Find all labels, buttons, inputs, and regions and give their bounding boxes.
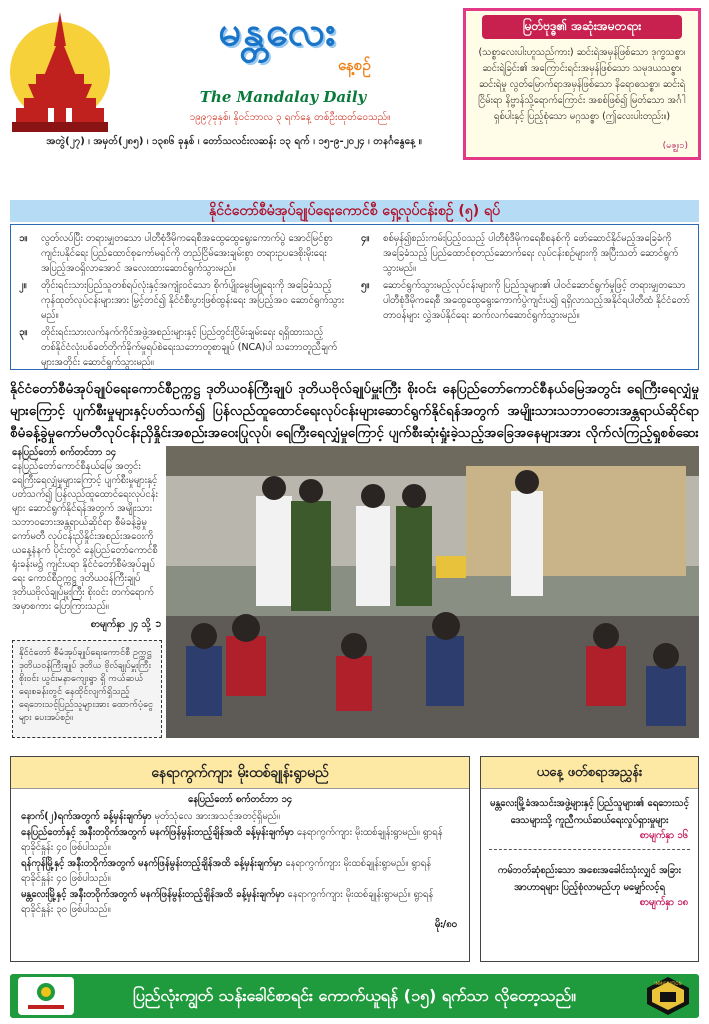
slogan-body: (သစ္စာလေးပါးဟူသည်ကား) ဆင်းရဲအမှန်ဖြစ်သော ဒုက္ခသစ္စာ၊ ဆင်းရဲခြင်း၏ အကြောင်းရင်းအမှန်ဖြစ်သော သမုဒယသစ္စာ၊ ဆင်းရဲမှု လွတ်မြောက်ရာအမှန်ဖြစ်သော နိရောဓသစ္စာ၊ ဆင်းရဲငြိမ်းရာ နိဗ္ဗာန်သို့ရောက်ကြောင်း အစစ်ဖြစ်၍ မြတ်သော အင်္ဂါရှစ်ပါးနှင့် ပြည့်စုံသော မဂ္ဂသစ္စာ (ဤလေးပါးတည်း။) xyxy=(478,47,686,122)
newspaper-title: မန္တလေး xyxy=(218,8,338,55)
weather-footer: မိုး/၈၀ xyxy=(434,918,457,930)
news-photo xyxy=(166,446,699,738)
founding-line: ၁၉၉၇ခုနှစ်၊ နိုဝင်ဘာလ ၃ ရက်နေ့ တစ်ဦးထုတ်ဝေသည်။ xyxy=(189,112,391,123)
census-banner xyxy=(10,974,699,1018)
slogan-box xyxy=(463,8,701,160)
english-title: The Mandalay Daily xyxy=(199,88,367,106)
contents-title: ယနေ့ ဖတ်စရာအညွှန်း xyxy=(481,757,698,789)
objective-item: ၂။ တိုင်းရင်းသားပြည်သူတစ်ရပ်လုံးနှင့်အကျုံးဝင်သော စိုက်ပျိုးမွေးမြူရေးကို အခြေခံသည့် ကုန်ထုတ်လုပ်ငန်းများအား မြှင့်တင်၍ နိုင်ငံစီးပွားဖြစ်ထွန်းရေး အပြည့်အဝ ဆောင်ရွက်သွားမည်။ xyxy=(19,280,345,321)
objective-item: ၁။ လွတ်လပ်ပြီး တရားမျှတသော ပါတီစုံဒီမိုကရေစီအထွေထွေရွေးကောက်ပွဲ အောင်မြင်စွာ ကျင်းပနိုင်ရေး ပြည်ထောင်စုကော်မရှင်ကို တည်ငြိမ်အေးချမ်းစွာ တရားဥပဒေစိုးမိုးရေး အပြည့်အဝရှိလာအောင် အလေးထားဆောင်ရွက်သွားမည်။ xyxy=(19,233,333,274)
contents-item[interactable]: မန္တလေးမြို့ခံအသင်းအဖွဲ့များနှင့် ပြည်သူများ၏ ရေဘေးသင့်ဒေသများသို့ ကူညီကယ်ဆယ်ရေးလှုပ်ရှားမှုများ xyxy=(490,798,689,826)
weather-box xyxy=(10,756,470,962)
contents-item[interactable]: ကမ်ဘတ်ဆုံစည်းသော အစေးအခေါင်းသုံးလျှင် အခြားအာဟာရများ ပြည့်စုံလာမည်ဟု မမျှော်လင့်ရ xyxy=(497,865,682,893)
objectives-box xyxy=(10,224,699,370)
weather-title: နေရာကွက်ကျား မိုးထစ်ချုန်းရွာမည် xyxy=(11,757,469,789)
contents-page-ref: စာမျက်နှာ ၁၆ xyxy=(639,830,688,841)
contents-box xyxy=(480,756,699,962)
pagoda-logo-icon xyxy=(6,6,114,138)
slogan-heading: မြတ်ဗုဒ္ဓ၏ အဆုံးအမတရား xyxy=(482,15,682,39)
main-headline: နိုင်ငံတော်စီမံအုပ်ချုပ်ရေးကောင်စီဥက္ကဋ္ဌ ဒုတိယဝန်ကြီးချုပ် ဒုတိယဗိုလ်ချုပ်မှူးကြီး စိုးဝင်း နေပြည်တော်ကောင်စီနယ်မြေအတွင်း ရေကြီးရေလျှံမှုများကြောင့် ပျက်စီးမှုများနှင့်ပတ်သက်၍ ပြန်လည်ထူထောင်ရေးလုပ်ငန်းများဆောင်ရွက်နိုင်ရန်အတွက် အမျိုးသားသဘာဝဘေးအန္တရာယ်ဆိုင်ရာ စီမံခန့်ခွဲမှုကော်မတီလုပ်ငန်းညှိနှိုင်းအစည်းအဝေးပြုလုပ်၊ ရေကြီးရေလျှံမှုကြောင့် ပျက်စီးဆုံးရှုံးခဲ့သည့်အခြေအနေများအား လိုက်လံကြည့်ရှုစစ်ဆေး xyxy=(10,381,699,441)
immigration-logo-icon xyxy=(645,976,691,1016)
weather-dateline: နေပြည်တော် စက်တင်ဘာ ၁၄ xyxy=(187,794,293,805)
weather-line: မန္တလေးမြို့နှင့် အနီးတဝိုက်အတွက် မနက်ဖြန်မွန်းတည့်ချိန်အထိ ခန့်မှန်းချက်မှာ နေရာကွက်ကျား မိုးထစ်ချုန်းရွာမည်။ ရွာရန်ရာခိုင်နှုန်း ၃၀ ဖြစ်ပါသည်။ xyxy=(21,888,434,915)
masthead xyxy=(0,0,709,150)
weather-line: နောက်(၂)ရက်အတွက် ခန့်မှန်းချက်မှာ မုတ်သုံလေ အားအသင့်အတင့်ရှိမည်။ xyxy=(21,811,280,822)
photo-caption: နိုင်ငံတော် စီမံအုပ်ချုပ်ရေးကောင်စီ ဥက္ကဋ္ဌ ဒုတိယဝန်ကြီးချုပ် ဒုတိယ ဗိုလ်ချုပ်မှူးကြီး စိုးဝင်း ယွင်းမနာကျေးရွာ ရှိ ကယ်ဆယ်ရေးစခန်းတွင် နေထိုင်လျက်ရှိသည့် ရေဘေးသင့်ပြည်သူများအား ထောက်ပံ့ငွေများ ပေးအပ်စဉ်။ xyxy=(12,640,162,738)
story-column xyxy=(12,446,162,632)
objective-item: ၄။ စစ်မှန်၍စည်းကမ်းပြည့်ဝသည့် ပါတီစုံဒီမိုကရေစီစနစ်ကို ဖော်ဆောင်နိုင်မည့်အခြေခံကို အခြေခံသည့် ပြည်ထောင်စုတည်ဆောက်ရေး လုပ်ငန်းစဉ်များကို အပြီးသတ် ဆောင်ရွက်သွားမည်။ xyxy=(361,233,679,274)
weather-body xyxy=(11,809,469,918)
weather-line: ရန်ကုန်မြို့နှင့် အနီးတဝိုက်အတွက် မနက်ဖြန်မွန်းတည့်ချိန်အထိ ခန့်မှန်းချက်မှာ နေရာကွက်ကျား မိုးထစ်ချုန်းရွာမည်။ ရွာရန်ရာခိုင်နှုန်း ၄၀ ဖြစ်ပါသည်။ xyxy=(21,857,432,884)
objectives-right-column xyxy=(361,231,691,325)
objectives-title: နိုင်ငံတော်စီမံအုပ်ချုပ်ရေးကောင်စီ ရှေ့လုပ်ငန်းစဉ် (၅) ရပ် xyxy=(10,200,699,222)
slogan-reference: (မဇ္ဈ၊၁) xyxy=(662,141,688,151)
weather-line: နေပြည်တော်နှင့် အနီးတဝိုက်အတွက် မနက်ဖြန်မွန်းတည့်ချိန်အထိ ခန့်မှန်းချက်မှာ နေရာကွက်ကျား မိုးထစ်ချုန်းရွာမည်။ ရွာရန်ရာခိုင်နှုန်း ၄၀ ဖြစ်ပါသည်။ xyxy=(21,826,443,853)
immigration-logo-label: IMMIGRATION xyxy=(654,981,682,986)
banner-text: ပြည်လုံးကျွတ် သန်းခေါင်စာရင်း ကောက်ယူရန် (၁၅) ရက်သာ လိုတော့သည်။ xyxy=(133,986,576,1005)
continued-link[interactable]: စာမျက်နှာ ၂၄ သို့ ➲ xyxy=(90,619,162,630)
objective-item: ၅။ ဆောင်ရွက်သွားမည့်လုပ်ငန်းများကို ပြည်သူများ၏ ပါဝင်ဆောင်ရွက်မှုဖြင့် တရားမျှတသော ပါတီစုံဒီမိုကရေစီ အထွေထွေရွေးကောက်ပွဲကျင်းပ၍ ရရှိလာသည့်အနိုင်ရပါတီထံ နိုင်ငံတော်တာဝန်များ လွှဲအပ်နိုင်ရေး ဆက်လက်ဆောင်ရွက်သွားမည်။ xyxy=(361,280,690,321)
census-logo-icon xyxy=(18,977,74,1015)
objectives-left-column xyxy=(19,231,349,372)
contents-page-ref: စာမျက်နှာ ၁၈ xyxy=(639,897,688,908)
objective-item: ၃။ တိုင်းရင်းသားလက်နက်ကိုင်အဖွဲ့အစည်းများနှင့် ပြည်တွင်းငြိမ်းချမ်းရေး ရရှိထားသည့် တစ်နိုင်ငံလုံးပစ်ခတ်တိုက်ခိုက်မှုရပ်စဲရေးသဘောတူစာချုပ် (NCA)ပါ သဘောတူညီချက်များအတိုင်း ဆောင်ရွက်သွားမည်။ xyxy=(19,327,338,368)
story-text: နေပြည်တော်ကောင်စီနယ်မြေ အတွင်း ရေကြီးရေလျှံမှုများကြောင့် ပျက်စီးမှုများနှင့်ပတ်သက်၍ ပြန်လည်ထူထောင်ရေးလုပ်ငန်းများ ဆောင်ရွက်နိုင်ရန်အတွက် အမျိုးသားသဘာဝဘေးအန္တရာယ်ဆိုင်ရာ စီမံခန့်ခွဲမှုကော်မတီ လုပ်ငန်းညှိနှိုင်းအစည်းအဝေးကို ယနေ့နံနက် ပိုင်းတွင် နေပြည်တော်ကောင်စီရုံးခန်းမ၌ ကျင်းပရာ နိုင်ငံတော်စီမံအုပ်ချုပ်ရေး ကောင်စီဥက္ကဋ္ဌ ဒုတိယဝန်ကြီးချုပ် ဒုတိယဗိုလ်ချုပ်မှူးကြီး စိုးဝင်း တက်ရောက်အမှာစကား ပြောကြားသည်။ xyxy=(12,461,158,612)
issue-line: အတွဲ(၂၇) ၊ အမှတ်(၂၈၅) ၊ ၁၃၈၆ ခုနှစ် ၊ တော်သလင်းလဆန်း ၁၃ ရက် ၊ ၁၅-၉-၂၀၂၄ ၊ တနင်္ဂနွေနေ့ ။ xyxy=(46,136,422,147)
divider xyxy=(489,849,690,850)
story-dateline: နေပြည်တော် စက်တင်ဘာ ၁၄ xyxy=(12,447,117,458)
newspaper-subtitle: နေ့စဉ် xyxy=(338,56,371,74)
